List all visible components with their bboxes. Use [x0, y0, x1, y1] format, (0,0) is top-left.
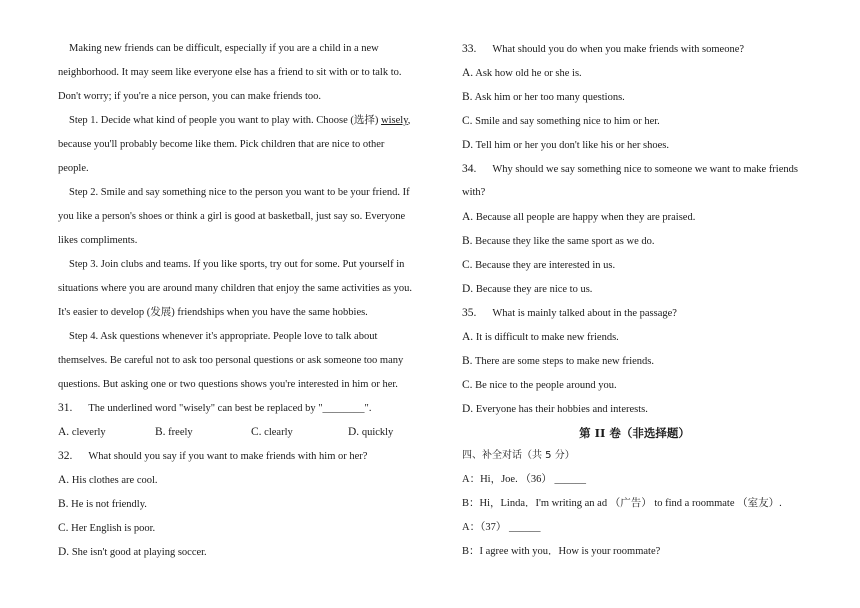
passage-line: Step 3. Join clubs and teams. If you like sports, try out for some. Put yourself in	[69, 259, 405, 270]
passage-line: Step 1. Decide what kind of people you want to play with. Choose (选择) wisely,	[69, 115, 411, 126]
question-35: 35. What is mainly talked about in the passage?	[462, 307, 677, 319]
question-33: 33. What should you do when you make friends with someone?	[462, 43, 745, 55]
passage-line: themselves. Be careful not to ask too personal questions or ask someone too many	[58, 355, 404, 366]
dialog-line: A：Hi，Joe. （36） ______	[462, 474, 586, 485]
passage-line: It's easier to develop (发展) friendships when you have the same hobbies.	[58, 307, 368, 318]
q32-option-c[interactable]: C. Her English is poor.	[58, 522, 156, 534]
q31-option-b[interactable]: B. freely	[155, 426, 193, 438]
q35-option-a[interactable]: A. It is difficult to make new friends.	[462, 331, 619, 343]
dialog-line: B：I agree with you．How is your roommate?	[462, 546, 661, 557]
q35-option-c[interactable]: C. Be nice to the people around you.	[462, 379, 617, 391]
q31-option-c[interactable]: C. clearly	[251, 426, 293, 438]
q34-option-b[interactable]: B. Because they like the same sport as we do.	[462, 235, 655, 247]
section-heading: 四、补全对话（共 5 分）	[462, 450, 575, 461]
passage-line: you like a person's shoes or think a girl is good at basketball, just say so. Everyone	[58, 211, 406, 222]
question-32: 32. What should you say if you want to make friends with him or her?	[58, 450, 368, 462]
passage-line: people.	[58, 163, 89, 174]
q33-option-d[interactable]: D. Tell him or her you don't like his or her shoes.	[462, 139, 669, 151]
passage-line: neighborhood. It may seem like everyone else has a friend to sit with or to talk to.	[58, 67, 402, 78]
passage-line: Don't worry; if you're a nice person, you can make friends too.	[58, 91, 321, 102]
passage-line: likes compliments.	[58, 235, 138, 246]
question-34: 34. Why should we say something nice to someone we want to make friends	[462, 163, 798, 175]
part-title: 第 II 卷（非选择题）	[579, 426, 690, 440]
q33-option-a[interactable]: A. Ask how old he or she is.	[462, 67, 582, 79]
q32-option-b[interactable]: B. He is not friendly.	[58, 498, 147, 510]
q33-option-b[interactable]: B. Ask him or her too many questions.	[462, 91, 625, 103]
step1-text: Step 1. Decide what kind of people you want to play with. Choose (选择)	[69, 115, 382, 126]
q35-option-b[interactable]: B. There are some steps to make new friends.	[462, 355, 655, 367]
q31-option-a[interactable]: A. cleverly	[58, 426, 106, 438]
passage-line: because you'll probably become like them. Pick children that are nice to other	[58, 139, 385, 150]
dialog-line: A：（37） ______	[462, 522, 541, 533]
q34-option-c[interactable]: C. Because they are interested in us.	[462, 259, 616, 271]
passage-line: Step 2. Smile and say something nice to the person you want to be your friend. If	[69, 187, 410, 198]
q32-option-d[interactable]: D. She isn't good at playing soccer.	[58, 546, 207, 558]
q31-option-d[interactable]: D. quickly	[348, 426, 394, 438]
passage-line: situations where you are around many children that enjoy the same activities as you.	[58, 283, 412, 294]
passage-line: Step 4. Ask questions whenever it's appropriate. People love to talk about	[69, 331, 378, 342]
q34-option-d[interactable]: D. Because they are nice to us.	[462, 283, 593, 295]
question-31: 31. The underlined word "wisely" can best be replaced by "________".	[58, 402, 372, 414]
question-34-cont: with?	[462, 187, 486, 198]
underlined-word: wisely	[381, 115, 408, 126]
passage-line: Making new friends can be difficult, especially if you are a child in a new	[69, 43, 379, 54]
q35-option-d[interactable]: D. Everyone has their hobbies and interests.	[462, 403, 648, 415]
q31-options	[58, 426, 428, 440]
dialog-line: B：Hi，Linda．I'm writing an ad （广告） to find a roommate （室友）.	[462, 498, 782, 509]
q33-option-c[interactable]: C. Smile and say something nice to him or her.	[462, 115, 660, 127]
q32-option-a[interactable]: A. His clothes are cool.	[58, 474, 158, 486]
passage-line: questions. But asking one or two questions shows you're interested in him or her.	[58, 379, 398, 390]
q34-option-a[interactable]: A. Because all people are happy when they are praised.	[462, 211, 696, 223]
